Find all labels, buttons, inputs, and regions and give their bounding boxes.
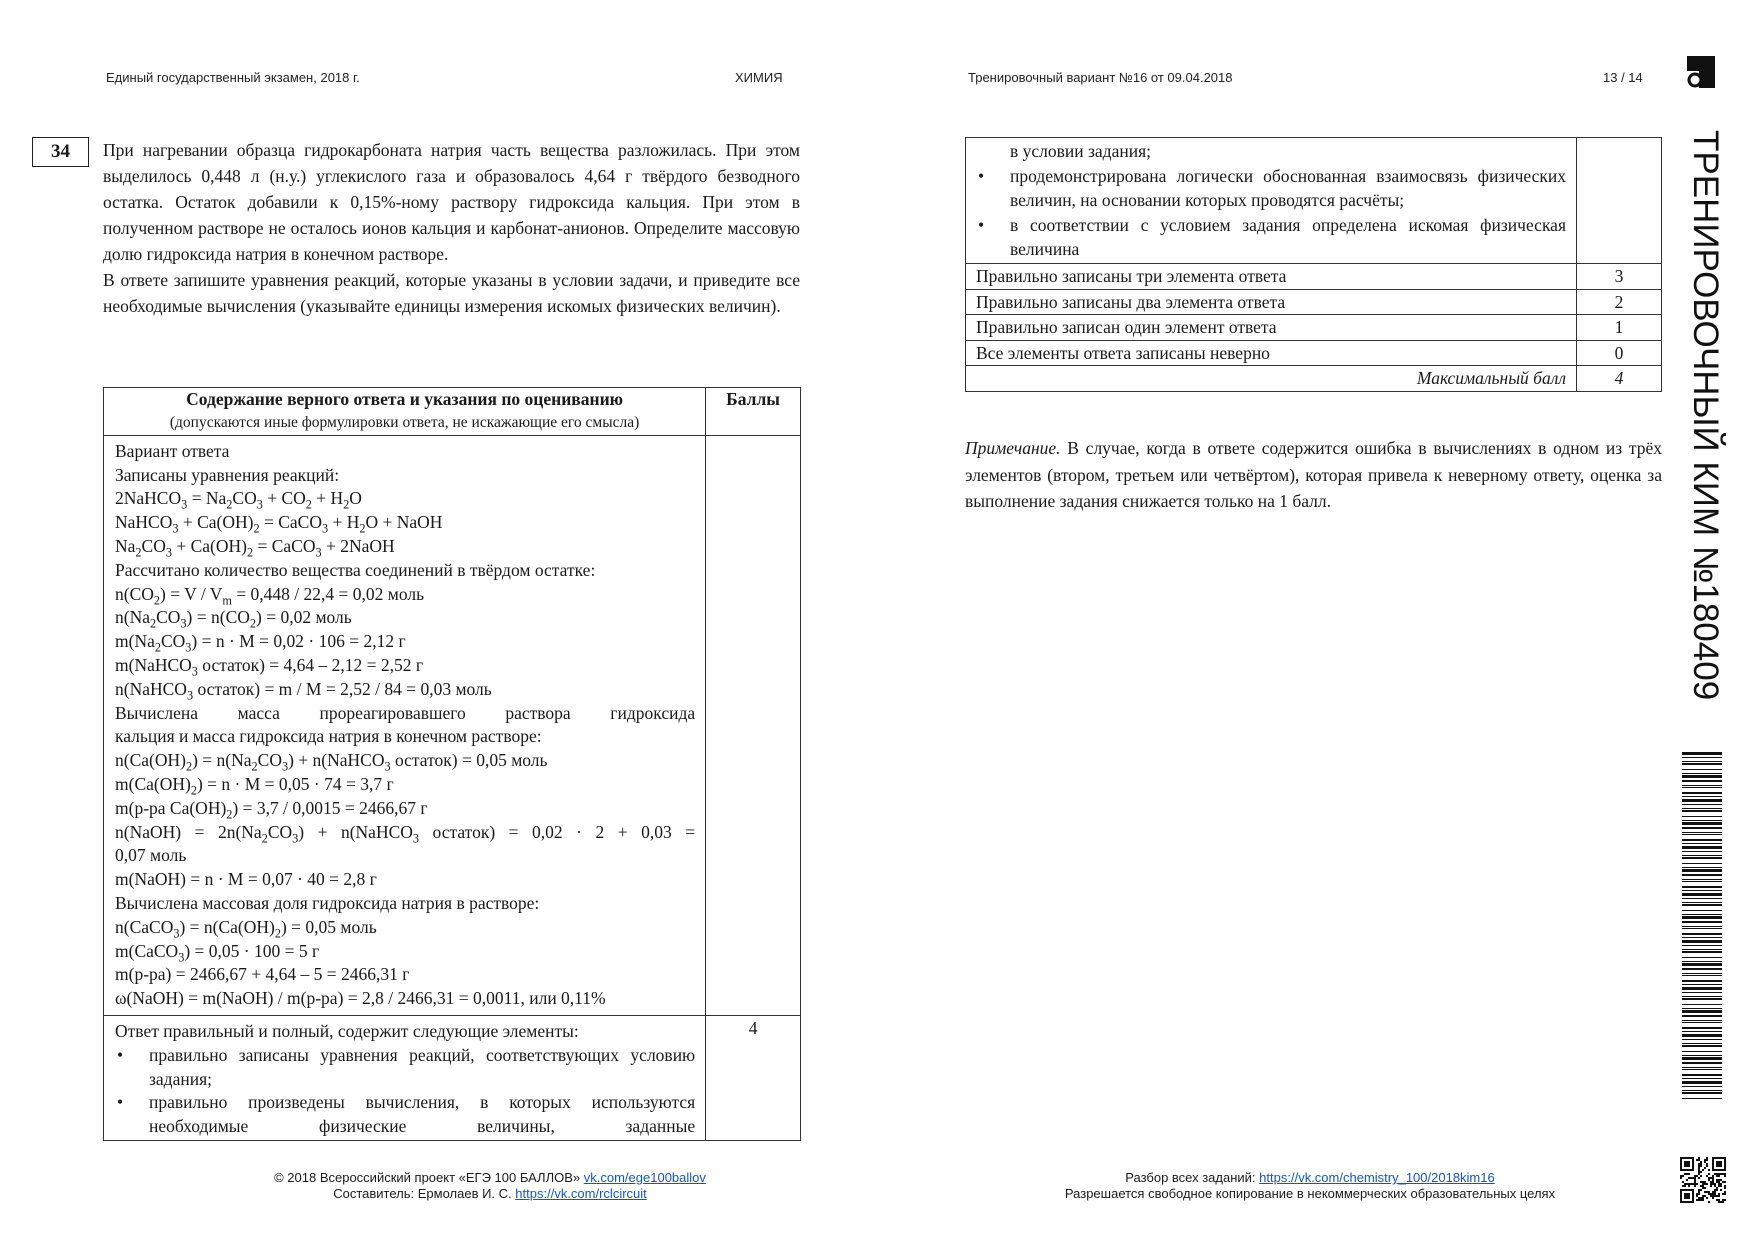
task-statement [103, 137, 800, 319]
side-title-text: ТРЕНИРОВОЧНЫЙ КИМ №180409 [1686, 130, 1725, 701]
calc-line: $m(Ca(OH)_2) = n \cdot M = 0,05 \cdot 74 = 3,7$ г [115, 773, 394, 798]
evaluation-bullet: • правильно произведены вычисления, в которых используются необходимые физические величины, заданные [117, 1092, 696, 1137]
equation-3: $Na_2CO_3 + Ca(OH)_2$ = CaCO$_3$ + 2NaOH [115, 535, 395, 560]
score-row [966, 289, 1662, 315]
calc-line: 0,07 моль [115, 845, 187, 866]
score-row-points: 1 [1577, 315, 1662, 341]
note [965, 435, 1662, 515]
calc2-intro-b: кальция и масса гидроксида натрия в конечном растворе: [115, 726, 542, 747]
side-title [1685, 130, 1725, 710]
evaluation-cell [104, 1015, 706, 1140]
barcode-icon [1682, 752, 1722, 1102]
continuation-cell [966, 138, 1577, 264]
criteria-continuation-table [965, 137, 1662, 392]
answer-cell [104, 435, 706, 1015]
note-label: Примечание. [965, 438, 1061, 458]
evaluation-bullet: • продемонстрирована логически обоснованная взаимосвязь физических величин, на основании которых проводятся расчёты; [978, 165, 1566, 211]
calc-line: n(NaOH) = $2n(Na_2CO_3)$ + n(NaHCO$_3$ остаток) = 0,02 · 2 + 0,03 = [115, 821, 696, 846]
calc-line: $n(Ca(OH)_2) = n(Na_2CO_3)$ + n(NaHCO$_3$ остаток) = 0,05 моль [115, 750, 548, 774]
footer-copyright: © 2018 Всероссийский проект «ЕГЭ 100 БАЛЛОВ» [274, 1170, 581, 1185]
qr-code-icon [1680, 1157, 1726, 1203]
score-row-points: 0 [1577, 340, 1662, 366]
task-number: 34 [32, 137, 89, 167]
score-row-label: Правильно записаны три элемента ответа [966, 263, 1577, 289]
calc-line: $m(Na_2CO_3) = n \cdot M = 0,02 \cdot 106 = 2,12$ г [115, 631, 406, 655]
calc-line: n(NaHCO$_3$ остаток) = m / M = 2,52 / 84 = 0,03 моль [115, 678, 492, 703]
note-text: В случае, когда в ответе содержится ошибка в вычислениях в одном из трёх элементов (втором, третьем или четвёртом), которая привела к неверному ответу, оценка за выполнение задания снижается только на 1 балл. [965, 438, 1662, 511]
criteria-table [103, 387, 801, 1141]
footer-link-analysis[interactable]: https://vk.com/chemistry_100/2018kim16 [1259, 1170, 1495, 1185]
score-row [966, 340, 1662, 366]
evaluation-intro: Ответ правильный и полный, содержит следующие элементы: [115, 1020, 579, 1041]
equation-1: 2NaHCO$_3$ = $Na_2CO_3 + CO_2 + H_2O$ [115, 488, 362, 512]
continuation-points-cell [1577, 138, 1662, 264]
equations-intro: Записаны уравнения реакций: [115, 464, 340, 485]
continuation-line: в условии задания; [1010, 141, 1151, 161]
header-page-number: 13 / 14 [1603, 70, 1643, 85]
footer-right [1000, 1170, 1620, 1202]
score-row-points: 3 [1577, 263, 1662, 289]
footer-analysis-label: Разбор всех заданий: [1125, 1170, 1256, 1185]
calc-line: n(CaCO$_3$) = $n(Ca(OH)_2) = 0,05$ моль [115, 916, 377, 941]
score-row [966, 263, 1662, 289]
footer-link-ege100ballov[interactable]: vk.com/ege100ballov [583, 1170, 706, 1185]
evaluation-bullet: • правильно записаны уравнения реакций, соответствующих условию задания; [117, 1044, 696, 1089]
score-row [966, 315, 1662, 341]
bullet-icon: • [117, 1044, 124, 1065]
footer-copying-note: Разрешается свободное копирование в некоммерческих образовательных целях [1064, 1186, 1556, 1201]
calc-line: m(р-ра) = 2466,67 + 4,64 – 5 = 2466,31 г [115, 964, 410, 985]
calc-line: $n(Na_2CO_3) = n(CO_2) = 0,02$ моль [115, 607, 352, 631]
corner-mark-icon [1687, 56, 1715, 88]
points-header: Баллы [706, 388, 801, 436]
task-paragraph-2: В ответе запишите уравнения реакций, которые указаны в условии задачи, и приведите все необходимые вычисления (указывайте единицы измерения искомых физических величин). [103, 270, 800, 316]
criteria-header [104, 388, 706, 436]
criteria-header-subtitle: (допускаются иные формулировки ответа, не искажающие его смысла) [169, 413, 640, 431]
header-exam: Единый государственный экзамен, 2018 г. [106, 70, 360, 85]
calc3-intro: Вычислена массовая доля гидроксида натрия в растворе: [115, 892, 540, 913]
bullet-icon: • [978, 214, 985, 235]
calc-line: m(CaCO$_3$) = 0,05 · 100 = 5 г [115, 940, 320, 965]
bullet-icon: • [978, 165, 985, 186]
task-paragraph-1: При нагревании образца гидрокарбоната натрия часть вещества разложилась. При этом выделилось 0,448 л (н.у.) углекислого газа и образовалось 4,64 г твёрдого безводного остатка. Остаток добавили к 0,15%-ному раствору гидроксида кальция. При этом в полученном растворе не осталось ионов кальция и карбонат-анионов. Определите массовую долю гидроксида натрия в конечном растворе. [103, 140, 800, 264]
criteria-header-title: Содержание верного ответа и указания по оцениванию [186, 389, 624, 409]
calc1-intro: Рассчитано количество вещества соединений в твёрдом остатке: [115, 559, 596, 580]
calc-line: m(р-ра $Ca(OH)_2) = 3,7 / 0,0015 = 2466,67$ г [115, 797, 428, 822]
footer-author: Составитель: Ермолаев И. С. [333, 1186, 512, 1201]
calc2-intro-a: Вычислена масса прореагировавшего раствора гидроксида [115, 702, 696, 723]
score-row-points: 2 [1577, 289, 1662, 315]
equation-2: NaHCO$_3$ + $Ca(OH)_2$ = CaCO$_3$ + $H_2O$ + NaOH [115, 512, 443, 536]
evaluation-bullet: • в соответствии с условием задания определена искомая физическая величина [978, 214, 1566, 260]
bullet-icon: • [117, 1092, 124, 1113]
max-points-cell: 4 [706, 1015, 801, 1140]
score-row-label: Правильно записаны два элемента ответа [966, 289, 1577, 315]
footer-link-author[interactable]: https://vk.com/rclcircuit [515, 1186, 647, 1201]
answer-title: Вариант ответа [115, 440, 230, 461]
calc-line: $n(CO_2) = V / V_m = 0,448 / 22,4 = 0,02$ моль [115, 583, 425, 608]
max-score-label: Максимальный балл [966, 366, 1577, 392]
header-subject: ХИМИЯ [735, 70, 783, 85]
calc-line: m(NaOH) = n · M = 0,07 · 40 = 2,8 г [115, 869, 377, 890]
header-variant: Тренировочный вариант №16 от 09.04.2018 [968, 70, 1233, 85]
max-score-row [966, 366, 1662, 392]
calc-line: m(NaHCO$_3$ остаток) = 4,64 – 2,12 = 2,52 г [115, 654, 424, 679]
calc-line: ω(NaOH) = m(NaOH) / m(р-ра) = 2,8 / 2466,31 = 0,0011, или 0,11% [115, 988, 606, 1009]
score-row-label: Правильно записан один элемент ответа [966, 315, 1577, 341]
score-row-label: Все элементы ответа записаны неверно [966, 340, 1577, 366]
answer-points-cell [706, 435, 801, 1015]
footer-left [175, 1170, 805, 1202]
max-score-points: 4 [1577, 366, 1662, 392]
